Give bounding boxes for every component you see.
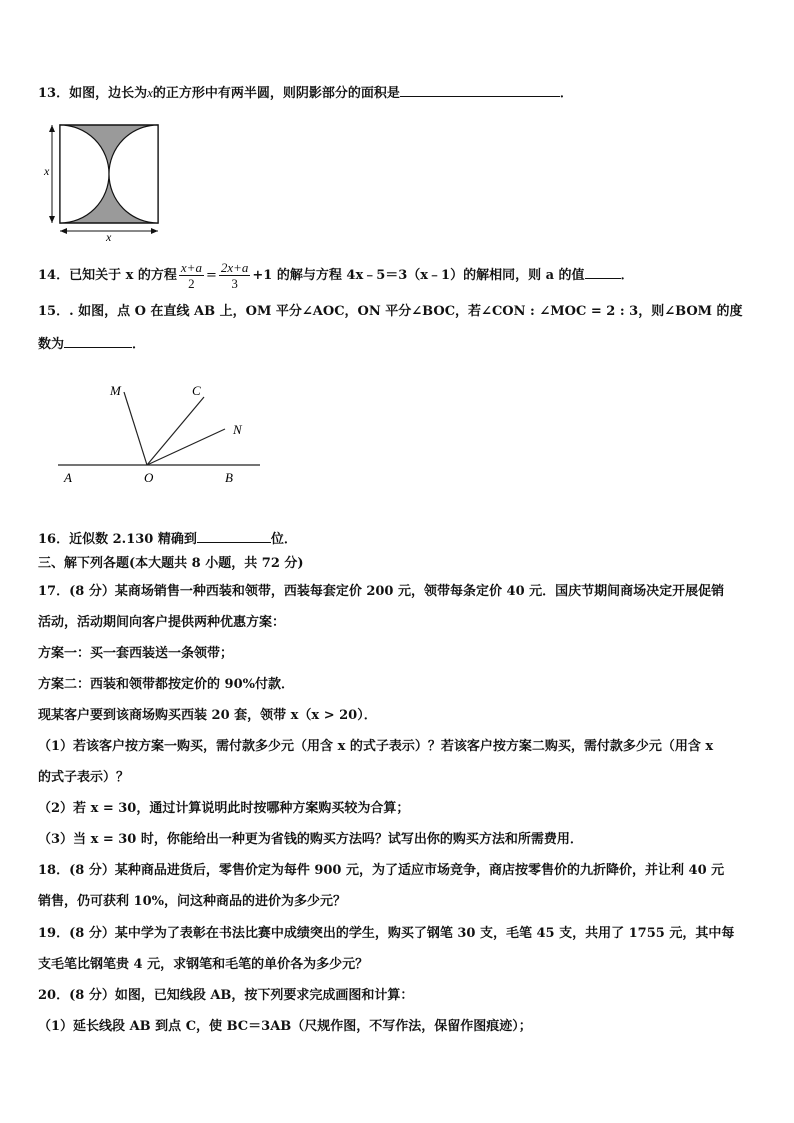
fraction-2-numerator: 2x+a bbox=[220, 260, 249, 275]
figure-angles bbox=[50, 375, 260, 490]
fraction-2-denominator: 3 bbox=[231, 276, 238, 291]
question-13 bbox=[38, 83, 573, 103]
question-18-line-1: 18．(8 分）某种商品进货后，零售价定为每件 900 元，为了适应市场竞争，商店按零售价的九折降价，并让利 40 元 bbox=[38, 863, 725, 878]
question-15-line-1: 15．. 如图，点 O 在直线 AB 上，OM 平分∠AOC，ON 平分∠BOC，若∠CON : ∠MOC = 2 : 3，则∠BOM 的度 bbox=[38, 304, 743, 319]
figure-square-semicircles bbox=[40, 118, 165, 243]
label-M: M bbox=[110, 383, 121, 398]
answer-blank-16[interactable] bbox=[197, 529, 271, 543]
fraction-1 bbox=[179, 260, 204, 291]
question-16 bbox=[38, 529, 297, 549]
question-17-line-9: （3）当 x = 30 时，你能给出一种更为省钱的购买方法吗？试写出你的购买方法和所需费用． bbox=[38, 832, 583, 847]
question-19-line-2: 支毛笔比钢笔贵 4 元，求钢笔和毛笔的单价各为多少元？ bbox=[38, 957, 369, 972]
fraction-1-numerator: x+a bbox=[180, 260, 202, 275]
question-14 bbox=[38, 260, 634, 291]
q13-end: ． bbox=[559, 86, 573, 101]
q13-var: x bbox=[147, 85, 153, 100]
label-N: N bbox=[233, 422, 242, 437]
label-B: B bbox=[225, 470, 233, 485]
question-17-line-2: 活动，活动期间向客户提供两种优惠方案： bbox=[38, 615, 286, 630]
q15-line2-text: 数为 bbox=[38, 337, 65, 352]
q14-eq: = bbox=[205, 268, 217, 283]
label-A: A bbox=[64, 470, 72, 485]
question-15-line-2 bbox=[38, 334, 145, 354]
question-20-line-2: （1）延长线段 AB 到点 C，使 BC＝3AB（尺规作图，不写作法，保留作图痕迹）； bbox=[38, 1019, 532, 1034]
question-17-line-4: 方案二：西装和领带都按定价的 90%付款． bbox=[38, 677, 294, 692]
question-17-line-6: （1）若该客户按方案一购买，需付款多少元（用含 x 的式子表示）？若该客户按方案二购买，需付款多少元（用含 x bbox=[38, 739, 714, 754]
label-x-left: x bbox=[44, 164, 50, 178]
question-17-line-7: 的式子表示）？ bbox=[38, 770, 130, 785]
question-19-line-1: 19．(8 分）某中学为了表彰在书法比赛中成绩突出的学生，购买了钢笔 30 支，毛笔 45 支，共用了 1755 元，其中每 bbox=[38, 926, 735, 941]
answer-blank-13[interactable] bbox=[400, 83, 560, 97]
q14-text-b: +1 的解与方程 4x﹣5＝3（x﹣1）的解相同，则 a 的值 bbox=[252, 268, 585, 283]
question-17-line-5: 现某客户要到该商场购买西装 20 套，领带 x（x > 20）． bbox=[38, 708, 377, 723]
q13-text-b: 的正方形中有两半圆，则阴影部分的面积是 bbox=[152, 86, 400, 101]
question-17-line-8: （2）若 x = 30，通过计算说明此时按哪种方案购买较为合算； bbox=[38, 801, 410, 816]
q13-text-a: 13．如图，边长为 bbox=[38, 86, 148, 101]
label-x-bottom: x bbox=[106, 230, 112, 243]
section-3-heading: 三、解下列各题(本大题共 8 小题，共 72 分) bbox=[38, 556, 304, 571]
question-18-line-2: 销售，仍可获利 10%，问这种商品的进价为多少元？ bbox=[38, 894, 346, 909]
fraction-1-denominator: 2 bbox=[188, 276, 195, 291]
answer-blank-15[interactable] bbox=[64, 334, 132, 348]
question-20-line-1: 20．(8 分）如图，已知线段 AB，按下列要求完成画图和计算： bbox=[38, 988, 414, 1003]
question-17-line-3: 方案一：买一套西装送一条领带； bbox=[38, 646, 234, 661]
q15-end: ． bbox=[132, 337, 146, 352]
q16-end: 位． bbox=[270, 532, 297, 547]
question-17-line-1: 17．(8 分）某商场销售一种西装和领带，西装每套定价 200 元，领带每条定价 40 元．国庆节期间商场决定开展促销 bbox=[38, 584, 725, 599]
q14-text-a: 14．已知关于 x 的方程 bbox=[38, 268, 177, 283]
answer-blank-14[interactable] bbox=[585, 265, 621, 279]
label-C: C bbox=[192, 383, 201, 398]
q14-end: ． bbox=[620, 268, 634, 283]
q16-text-a: 16．近似数 2.130 精确到 bbox=[38, 532, 197, 547]
fraction-2 bbox=[219, 260, 251, 291]
label-O: O bbox=[144, 470, 154, 485]
